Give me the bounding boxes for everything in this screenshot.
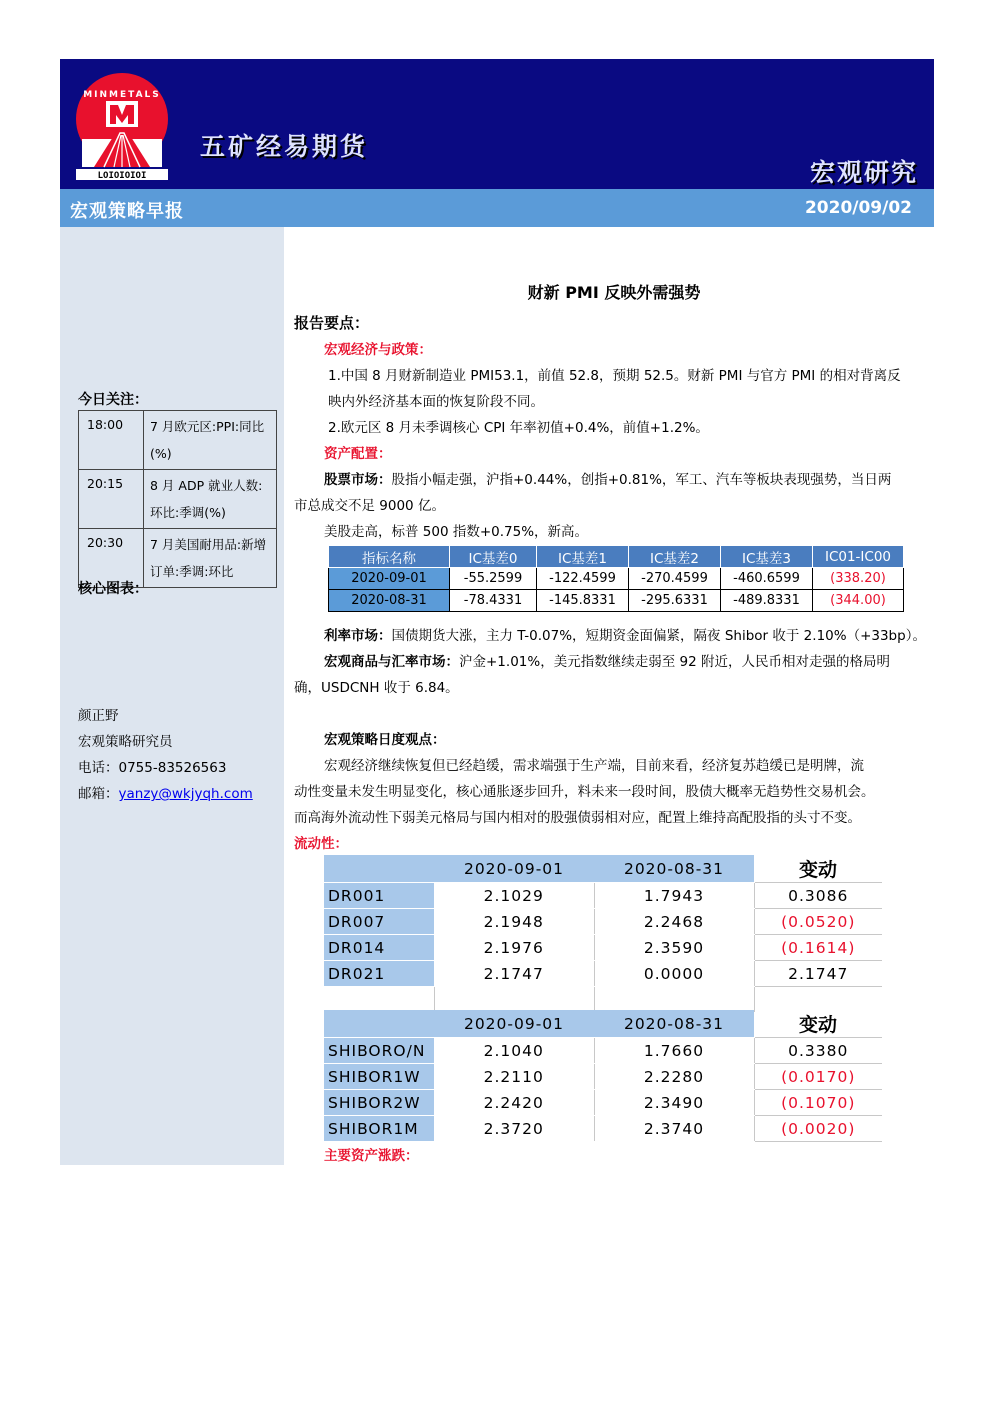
report-subbar xyxy=(60,189,934,227)
daily-view-heading: 宏观策略日度观点： xyxy=(324,732,446,748)
rate-market-label: 利率市场： xyxy=(324,628,392,644)
paragraph-text: 国债期货大涨，主力 T-0.07%，短期资金面偏紧，隔夜 Shibor 收于 2.10%（+33bp）。 xyxy=(391,628,926,644)
paragraph-text: 而高海外流动性下弱美元格局与国内相对的股强债弱相对应，配置上维持高配股指的头寸不变。 xyxy=(294,810,861,826)
table-cell: (0.1070) xyxy=(754,1090,882,1116)
column-header: 2020-09-01 xyxy=(434,855,594,883)
table-cell: 2.3740 xyxy=(594,1116,754,1142)
column-header: IC基差3 xyxy=(721,546,813,568)
table-cell: 2.1747 xyxy=(434,961,594,987)
event-name: 8 月 ADP 就业人数:环比:季调(%) xyxy=(144,470,277,529)
table-cell: -489.8331 xyxy=(721,590,813,612)
stock-market-paragraph xyxy=(324,468,891,488)
dr-rates-table xyxy=(324,855,882,1013)
table-cell: (338.20) xyxy=(813,568,904,590)
table-cell: -460.6599 xyxy=(721,568,813,590)
today-focus-label: 今日关注： xyxy=(78,392,148,408)
table-row xyxy=(329,590,904,612)
rate-market-paragraph xyxy=(324,624,926,644)
report-date: 2020/09/02 xyxy=(804,198,912,218)
paragraph-text: 映内外经济基本面的恢复阶段不同。 xyxy=(328,394,544,410)
table-cell: 2.1040 xyxy=(434,1038,594,1064)
report-type: 宏观研究 xyxy=(809,158,918,187)
author-info xyxy=(78,703,253,807)
table-cell: (0.0520) xyxy=(754,909,882,935)
event-time: 20:15 xyxy=(79,470,144,529)
table-header-row xyxy=(324,855,882,883)
table-row xyxy=(324,1038,882,1064)
row-label: SHIBOR1M xyxy=(324,1116,434,1142)
table-row xyxy=(324,1116,882,1142)
table-cell xyxy=(754,987,882,1013)
paragraph-text: 股指小幅走强，沪指+0.44%，创指+0.81%，军工、汽车等板块表现强势，当日两 xyxy=(391,472,892,488)
table-cell: 2.3590 xyxy=(594,935,754,961)
table-cell: 2020-09-01 xyxy=(329,568,450,590)
table-row xyxy=(324,1090,882,1116)
core-chart-label: 核心图表： xyxy=(78,581,148,597)
table-cell: 2.2280 xyxy=(594,1064,754,1090)
table-cell: 2.1976 xyxy=(434,935,594,961)
commodity-label: 宏观商品与汇率市场： xyxy=(324,654,459,670)
column-header: 2020-09-01 xyxy=(434,1010,594,1038)
macro-policy-heading: 宏观经济与政策： xyxy=(324,342,432,358)
table-cell: 1.7943 xyxy=(594,883,754,909)
commodity-paragraph xyxy=(324,650,890,670)
key-points-heading: 报告要点： xyxy=(294,314,370,332)
table-cell: 2.1747 xyxy=(754,961,882,987)
author-phone: 电话：0755-83526563 xyxy=(78,760,227,776)
table-header-row xyxy=(329,546,904,568)
report-header xyxy=(60,59,934,189)
event-name: 7 月欧元区:PPI:同比(%) xyxy=(144,411,277,470)
event-time: 18:00 xyxy=(79,411,144,470)
paragraph-text: 宏观经济继续恢复但已经趋缓，需求端强于生产端，目前来看，经济复苏趋缓已是明牌，流 xyxy=(324,758,864,774)
table-spacer-row xyxy=(324,987,882,1013)
row-label: DR021 xyxy=(324,961,434,987)
table-row xyxy=(329,568,904,590)
table-cell: 2.1029 xyxy=(434,883,594,909)
table-cell: 0.3086 xyxy=(754,883,882,909)
paragraph-text: 美股走高，标普 500 指数+0.75%，新高。 xyxy=(324,524,589,540)
paragraph-text: 沪金+1.01%，美元指数继续走弱至 92 附近，人民币相对走强的格局明 xyxy=(459,654,890,670)
author-email-row xyxy=(78,781,253,807)
table-cell xyxy=(434,987,594,1013)
table-cell: (344.00) xyxy=(813,590,904,612)
column-header: 2020-08-31 xyxy=(594,1010,754,1038)
column-header: 2020-08-31 xyxy=(594,855,754,883)
major-assets-heading: 主要资产涨跌： xyxy=(324,1148,419,1164)
author-email-link[interactable]: yanzy@wkjyqh.com xyxy=(118,786,253,802)
event-time: 20:30 xyxy=(79,529,144,588)
table-cell: 0.3380 xyxy=(754,1038,882,1064)
table-cell: 2.2468 xyxy=(594,909,754,935)
table-row xyxy=(324,935,882,961)
author-title: 宏观策略研究员 xyxy=(78,734,173,750)
column-header xyxy=(324,1010,434,1038)
table-cell: (0.1614) xyxy=(754,935,882,961)
svg-text:LOIOIOIOI: LOIOIOIOI xyxy=(97,171,147,181)
column-header xyxy=(324,855,434,883)
table-cell xyxy=(594,987,754,1013)
table-cell: 1.7660 xyxy=(594,1038,754,1064)
liquidity-heading: 流动性： xyxy=(294,836,348,852)
column-header: IC基差1 xyxy=(537,546,629,568)
row-label: DR007 xyxy=(324,909,434,935)
report-title: 财新 PMI 反映外需强势 xyxy=(527,283,701,302)
author-name: 颜正野 xyxy=(78,708,119,724)
table-cell: 2.2420 xyxy=(434,1090,594,1116)
company-name: 五矿经易期货 xyxy=(200,132,369,161)
shibor-rates-table xyxy=(324,1010,882,1142)
sidebar xyxy=(60,227,284,1165)
row-label: DR014 xyxy=(324,935,434,961)
table-row xyxy=(324,883,882,909)
column-header: 变动 xyxy=(754,1010,882,1038)
table-cell: (0.0170) xyxy=(754,1064,882,1090)
email-label: 邮箱： xyxy=(78,786,119,802)
table-row xyxy=(324,1064,882,1090)
table-row xyxy=(324,961,882,987)
minmetals-logo-icon xyxy=(74,69,170,181)
event-name: 7 月美国耐用品:新增订单:季调:环比 xyxy=(144,529,277,588)
asset-allocation-heading: 资产配置： xyxy=(324,446,392,462)
row-label: SHIBOR2W xyxy=(324,1090,434,1116)
row-label: SHIBORO/N xyxy=(324,1038,434,1064)
table-cell: -295.6331 xyxy=(629,590,721,612)
column-header: 变动 xyxy=(754,855,882,883)
table-cell: -145.8331 xyxy=(537,590,629,612)
table-cell: (0.0020) xyxy=(754,1116,882,1142)
svg-text:MINMETALS: MINMETALS xyxy=(83,90,161,100)
stock-market-label: 股票市场： xyxy=(324,472,392,488)
table-row xyxy=(79,411,277,470)
paragraph-text: 2.欧元区 8 月未季调核心 CPI 年率初值+0.4%，前值+1.2%。 xyxy=(328,420,709,436)
table-cell: 0.0000 xyxy=(594,961,754,987)
paragraph-text: 确，USDCNH 收于 6.84。 xyxy=(294,680,459,696)
table-cell: -122.4599 xyxy=(537,568,629,590)
report-series-title: 宏观策略早报 xyxy=(70,201,184,222)
table-cell xyxy=(324,987,434,1013)
table-cell: -55.2599 xyxy=(450,568,537,590)
paragraph-text: 1.中国 8 月财新制造业 PMI53.1，前值 52.8，预期 52.5。财新 PMI 与官方 PMI 的相对背离反 xyxy=(328,368,901,384)
table-row xyxy=(79,470,277,529)
paragraph-text: 市总成交不足 9000 亿。 xyxy=(294,498,445,514)
column-header: 指标名称 xyxy=(329,546,450,568)
table-cell: 2.3490 xyxy=(594,1090,754,1116)
paragraph-text: 动性变量未发生明显变化，核心通胀逐步回升，料未来一段时间，股债大概率无趋势性交易机会。 xyxy=(294,784,875,800)
row-label: SHIBOR1W xyxy=(324,1064,434,1090)
column-header: IC01-IC00 xyxy=(813,546,904,568)
table-cell: 2.1948 xyxy=(434,909,594,935)
table-cell: -270.4599 xyxy=(629,568,721,590)
column-header: IC基差0 xyxy=(450,546,537,568)
column-header: IC基差2 xyxy=(629,546,721,568)
row-label: DR001 xyxy=(324,883,434,909)
table-row xyxy=(324,909,882,935)
table-cell: 2.2110 xyxy=(434,1064,594,1090)
table-cell: 2020-08-31 xyxy=(329,590,450,612)
table-cell: 2.3720 xyxy=(434,1116,594,1142)
ic-basis-table xyxy=(328,545,904,612)
table-cell: -78.4331 xyxy=(450,590,537,612)
table-header-row xyxy=(324,1010,882,1038)
today-focus-table xyxy=(78,410,277,588)
